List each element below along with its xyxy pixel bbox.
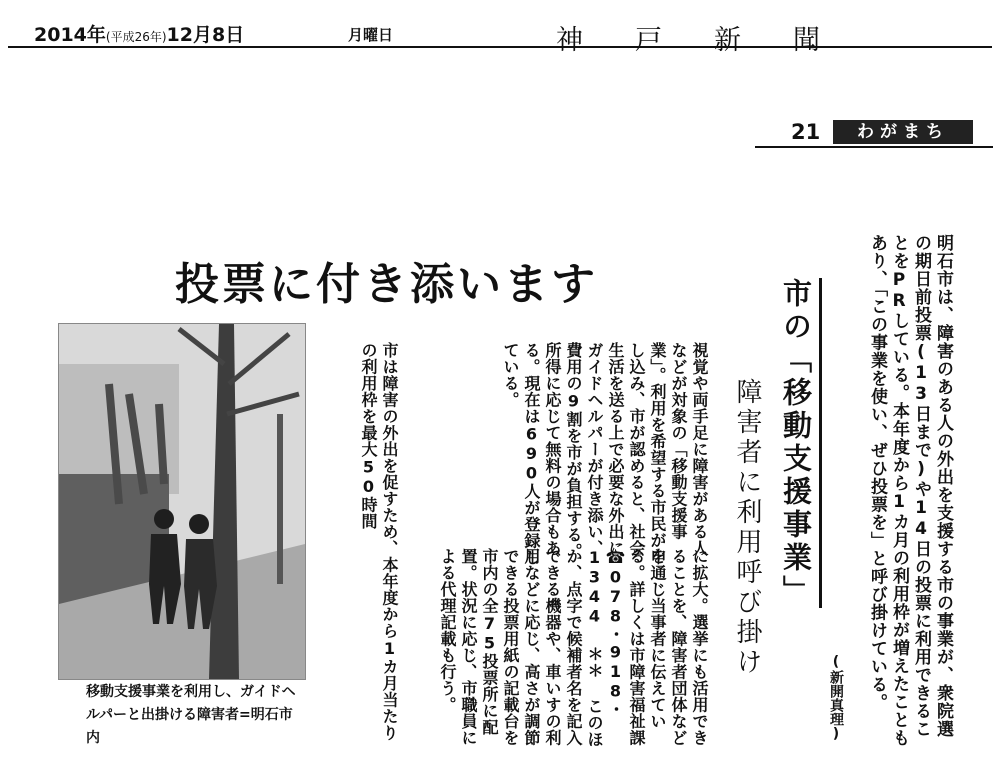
masthead <box>8 18 992 56</box>
article-body-1: 視覚や両手足に障害がある人などが対象の「移動支援事業」。利用を希望する市民が申し込み、市が認めると、社会生活を送る上で必要な外出にガイドヘルパーが付き添い、費用の9割を市が負担する。所得に応じて無料の場合もある。現在は690人が登録している。 <box>501 342 709 566</box>
subheadline-block <box>722 278 822 748</box>
author-credit: (新開真理) <box>828 654 844 742</box>
era-year: (平成26年) <box>105 30 167 44</box>
month-day: 12月8日 <box>166 24 245 46</box>
news-photo <box>58 323 306 680</box>
section-name: わがまち <box>833 120 973 144</box>
photo-illustration <box>59 324 305 679</box>
article-body-2: 市は障害の外出を促すため、本年度から1カ月当たりの利用枠を最大50時間 <box>359 342 399 741</box>
newspaper-name: 神戸新聞 <box>556 25 872 56</box>
subheadline-main: 市の「移動支援事業」 <box>776 278 822 608</box>
subheadline-sub: 障害者に利用呼び掛け <box>732 378 762 678</box>
weekday: 月曜日 <box>348 26 394 44</box>
article-headline: 投票に付き添います <box>175 259 598 310</box>
section-header <box>755 118 993 148</box>
issue-date: 2014年(平成26年)12月8日 <box>34 24 245 46</box>
page-number: 21 <box>791 120 821 144</box>
article-body-3: に拡大。選挙にも活用できることを、障害者団体などを通じ当事者に伝えている。詳しくは市障害福祉課☎078・918・1344 ＊＊ このほか、点字で候補者名を記入できる機器や、車いすの利用などに応じ、高さが調節できる投票用紙の記載台を市内の全75投票所に配置。状況に応じ、市職員による代理記載も行う。 <box>438 548 709 748</box>
photo-caption: 移動支援事業を利用し、ガイドヘルパーと出掛ける障害者=明石市内 <box>86 684 296 746</box>
article-lead: 明石市は、障害のある人の外出を支援する市の事業が、衆院選の期日前投票(13日まで)や14日の投票に利用できることをPRしている。本年度から1カ月の利用枠が増えたこともあり、「この事業を使い、ぜひ投票を」と呼び掛けている。 <box>867 234 953 747</box>
